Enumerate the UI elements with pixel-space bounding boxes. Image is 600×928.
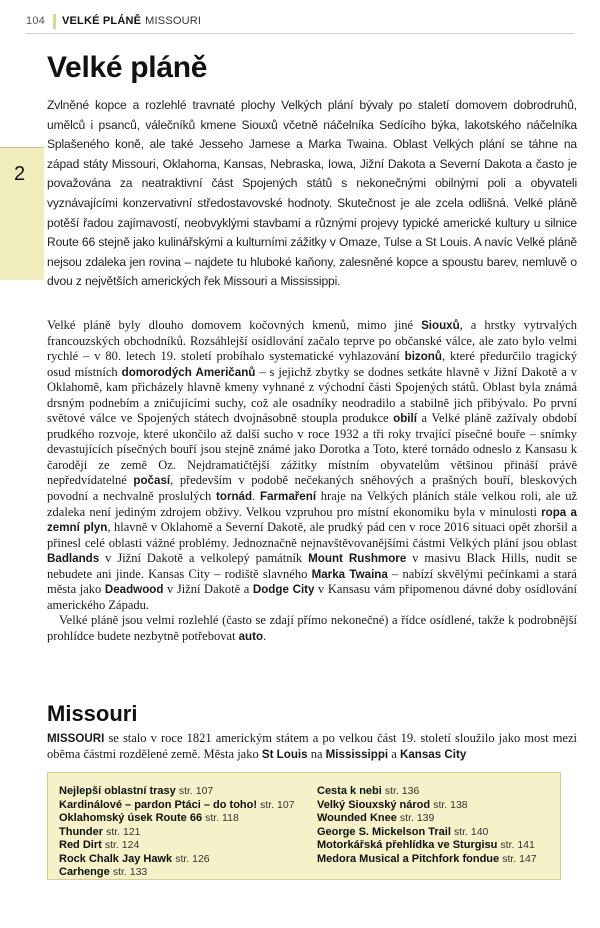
highlight-title: Thunder	[59, 825, 103, 838]
bold-term: Badlands	[47, 552, 100, 566]
page-number: 104	[26, 15, 45, 27]
highlight-title: Rock Chalk Jay Hawk	[59, 852, 173, 865]
header-section: MISSOURI	[145, 15, 202, 27]
text-run: v Kansasu vám připomenou dávné doby osídlování amerického Západu.	[47, 582, 577, 612]
highlight-page: str. 133	[112, 866, 148, 878]
chapter-number: 2	[14, 163, 26, 185]
highlight-item	[317, 799, 537, 813]
bold-term: tornád	[216, 490, 253, 504]
text-run: , které předurčilo tragický osud místních	[47, 349, 577, 379]
missouri-paragraph	[47, 731, 577, 762]
highlight-page: str. 124	[104, 839, 140, 851]
highlight-item	[59, 839, 295, 853]
highlights-box	[47, 772, 561, 880]
header-chapter: VELKÉ PLÁNĚ	[61, 15, 142, 27]
highlight-item	[317, 826, 537, 840]
bold-term: MISSOURI	[47, 732, 105, 745]
bold-term: Siouxů	[421, 319, 460, 332]
highlight-page: str. 147	[502, 852, 537, 865]
text-run: Velké pláně jsou velmi rozlehlé (často se zdají přímo nekonečné) a řídce osídlené, takže k podrobnější prohlídce budete nezbytně potřebovat	[47, 613, 577, 643]
text-run: v Jižní Dakotě a velkolepý památník	[99, 551, 309, 566]
side-tab-rule	[0, 147, 44, 148]
highlight-title: Motorkářská přehlídka ve Sturgisu	[317, 839, 498, 851]
text-run: .	[263, 628, 267, 643]
highlight-page: str. 140	[453, 825, 489, 838]
text-run: a	[388, 746, 400, 761]
highlight-title: Nejlepší oblastní trasy	[59, 785, 176, 797]
bold-term: Deadwood	[104, 583, 164, 597]
body-text	[47, 318, 577, 644]
bold-term: Mount Rushmore	[308, 552, 407, 566]
highlight-title: Carhenge	[59, 866, 110, 878]
highlight-title: George S. Mickelson Trail	[317, 825, 451, 838]
bold-term: domorodých Američanů	[121, 365, 256, 379]
text-run: a Velké pláně zažívaly období prudkého rozvoje, které ukončilo až další sucho v roce 1932 a tři roky trvající písečné bouře – snímky devastujících písečných bouří jsou stejně známé jako Dorotka a Toto, které tornádo odneslo z Kansasu k čaroději ze země Oz. Nejdramatičtější zážitky místním obyvatelům většinou přináší právě nepředvídatelné	[47, 411, 577, 488]
text-run: – nabízí skvělými pečínkami a stará města jako	[47, 566, 577, 597]
text-run: v masivu Black Hills, nudit se nebudete ani jinde. Kansas City – rodiště slavného	[47, 551, 577, 581]
bold-term: Farmaření	[259, 490, 317, 504]
highlight-page: str. 141	[500, 839, 535, 851]
highlight-item	[317, 812, 537, 826]
highlight-page: str. 136	[384, 785, 420, 797]
highlight-page: str. 138	[433, 798, 468, 811]
highlight-page: str. 126	[175, 852, 210, 865]
text-run: na	[307, 746, 326, 761]
bold-term: počasí	[133, 474, 171, 488]
text-run: – s jejichž zbytky se dodnes setkáte hlavně v Jižní Dakotě a v Oklahomě, kam přicházely hlavně kmeny vyhnané z východní části Spojených států. Oblast byla známá drsným podnebím a zničujícími suchy, což ale osadníky neodradilo a stabilně jich přibývalo. Po první světové válce ve Spojených státech dvojnásobně stoupla produkce	[47, 364, 577, 426]
body-paragraph-2	[47, 613, 577, 644]
page-title: Velké pláně	[47, 51, 208, 84]
highlight-title: Medora Musical a Pitchfork fondue	[317, 852, 500, 865]
section-title: Missouri	[47, 701, 138, 726]
highlight-title: Kardinálové – pardon Ptáci – do toho!	[59, 798, 258, 811]
header-rule	[26, 33, 574, 34]
highlight-item	[59, 866, 295, 880]
highlight-item	[59, 853, 295, 867]
header-color-bar	[53, 14, 56, 29]
text-run: Velké pláně byly dlouho domovem kočovných kmenů, mimo jiné	[47, 318, 422, 332]
bold-term: St Louis	[261, 747, 308, 761]
highlight-title: Cesta k nebi	[317, 785, 382, 797]
text-run: .	[252, 489, 260, 504]
highlights-column-1	[59, 785, 295, 880]
text-run: hraje na Velkých pláních stále velkou roli, ale už zdaleka není jediným zdrojem obživy. Velkou vzpruhou pro místní ekonomiku byla v minulosti	[47, 489, 577, 519]
highlight-item	[59, 785, 295, 799]
highlight-page: str. 107	[178, 785, 214, 797]
bold-term: Marka Twaina	[311, 567, 388, 581]
highlight-title: Velký Siouxský národ	[317, 798, 431, 811]
text-run: , a hrstky vytrvalých francouzských obchodníků. Rozsáhlejší osídlování začalo teprve po občanské válce, ale zato bylo velmi rychlé – v 80. letech 19. století probíhalo systematické vyhlazování	[47, 318, 577, 364]
highlight-item	[317, 839, 537, 853]
bold-term: bizonů	[404, 350, 442, 364]
highlight-page: str. 121	[106, 825, 141, 838]
highlight-item	[317, 785, 537, 799]
highlight-page: str. 118	[205, 812, 239, 824]
bold-term: ropa a zemní plyn	[47, 505, 577, 535]
highlight-title: Oklahomský úsek Route 66	[59, 812, 203, 824]
highlight-item	[59, 799, 295, 813]
body-paragraph-1	[47, 318, 577, 613]
text-run: se stalo v roce 1821 americkým státem a po velkou část 19. století sloužilo jako most mezi oběma částmi rozdělené země. Města jako	[47, 731, 577, 761]
highlight-item	[59, 812, 295, 826]
bold-term: Kansas City	[399, 747, 467, 761]
bold-term: Dodge City	[252, 583, 315, 597]
bold-term: auto	[238, 629, 264, 643]
text-run: , hlavně v Oklahomě a Severní Dakotě, ale prudký pád cen v roce 2016 situaci opět zhoršil a přinesl celé oblasti vážné problémy. Jednoznačně nejnavštěvovanějšími částmi Velkých plání jsou oblast	[47, 520, 577, 550]
highlight-item	[59, 826, 295, 840]
highlight-title: Wounded Knee	[317, 812, 397, 824]
text-run: , především v podobě nečekaných sněhových a prašných bouří, bleskových povodní a nechvalně proslulých	[47, 473, 577, 504]
highlight-page: str. 139	[399, 812, 435, 824]
intro-paragraph: Zvlněné kopce a rozlehlé travnaté plochy Velkých plání bývaly po staletí domovem dobrodruhů, umělců i psanců, válečníků kmene Siouxů včetně náčelníka Sedícího býka, lakotského náčelníka Splašeného koně, ale také Jesseho Jamese a Marka Twaina. Oblast Velkých plání se táhne na západ státy Missouri, Oklahoma, Kansas, Nebraska, Iowa, Jižní Dakota a Severní Dakota a často je považována za neatraktivní část Spojených států s nekonečnými obilnými poli a obyvateli vyznávajícími konzervativní středostavovské hodnoty. Skutečnost je ale zcela odlišná. Velké pláně potěší řadou zajímavostí, neobvyklými stavbami a různými projevy typické americké kultury u silnice Route 66 stejně jako kulinářskými a kulturními zážitky v Omaze, Tulse a St Louis. A navíc Velké pláně nejsou zdaleka jen rovina – najdete tu hluboké kaňony, zalesněné kopce a spoustu barev, nemluvě o dvou z největších amerických řek Missouri a Mississippi.	[47, 98, 577, 289]
text-run: v Jižní Dakotě a	[163, 582, 253, 597]
highlight-item	[317, 853, 537, 867]
highlight-page: str. 107	[260, 798, 295, 811]
highlights-column-2	[317, 785, 537, 866]
bold-term: obilí	[393, 412, 417, 426]
highlight-title: Red Dirt	[59, 839, 102, 851]
running-header	[26, 12, 201, 30]
bold-term: Mississippi	[325, 747, 389, 761]
